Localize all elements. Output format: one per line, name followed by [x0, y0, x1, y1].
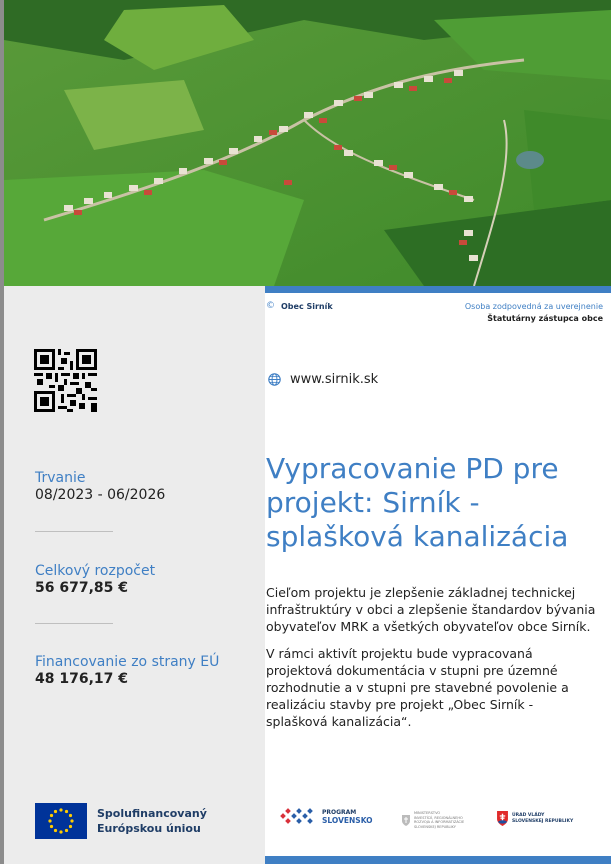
program-line-2: SLOVENSKO — [322, 816, 373, 825]
duration-value: 08/2023 - 06/2026 — [35, 487, 166, 503]
program-slovensko-text — [322, 809, 373, 825]
eu-funding-label: Financovanie zo strany EÚ — [35, 654, 220, 670]
copyright-line — [266, 301, 333, 311]
bottom-accent-bar — [265, 856, 611, 864]
globe-icon — [268, 373, 281, 386]
header-photo — [4, 0, 611, 286]
program-line-1: PROGRAM — [322, 809, 357, 816]
qr-code[interactable] — [34, 349, 97, 412]
project-title: Vypracovanie PD pre projekt: Sirník - splašková kanalizácia — [266, 452, 569, 553]
divider — [35, 623, 113, 624]
budget-label: Celkový rozpočet — [35, 563, 156, 579]
project-paragraph-2: V rámci aktivít projektu bude vypracovaná projektová dokumentácia v stupni pre územné rozhodnutie a v stupni pre stavebné povolenie a realizáciu stavby pre projekt „Obec Sirník - splašková kanalizácia“. — [266, 646, 569, 729]
eu-text-line-1: Spolufinancovaný — [97, 807, 207, 820]
responsible-label: Osoba zodpovedná za uverejnenie — [464, 302, 603, 311]
ministry-line-4: SLOVENSKEJ REPUBLIKY — [414, 824, 456, 829]
ministry-line-1: MINISTERSTVO — [414, 811, 441, 815]
ministry-text — [414, 811, 478, 829]
duration-label: Trvanie — [35, 470, 86, 486]
responsible-person — [465, 301, 603, 325]
ministry-line-2: INVESTÍCIÍ, REGIONÁLNEHO — [414, 815, 463, 820]
copyright-icon: © — [266, 301, 275, 311]
ministry-logo — [402, 811, 478, 829]
duration-block — [35, 470, 165, 504]
government-office-text — [512, 813, 573, 824]
budget-value: 56 677,85 € — [35, 580, 128, 596]
copyright-owner: Obec Sirník — [281, 301, 333, 311]
village-aerial-image — [4, 0, 611, 286]
website-url[interactable]: www.sirnik.sk — [290, 372, 379, 387]
eu-funding-value: 48 176,17 € — [35, 671, 128, 687]
website-link[interactable] — [268, 372, 378, 387]
divider — [35, 531, 113, 532]
slovak-coat-of-arms-icon — [402, 815, 410, 826]
top-accent-bar — [265, 286, 611, 293]
project-paragraph-1: Cieľom projektu je zlepšenie základnej technickej infraštruktúry v obci a zlepšenie štandardov bývania obyvateľov MRK a všetkých obyvateľov obce Sirník. — [266, 585, 596, 634]
ministry-line-3: ROZVOJA A INFORMATIZÁCIE — [414, 820, 465, 824]
eu-text-line-2: Európskou úniou — [97, 822, 201, 835]
gov-line-1: ÚRAD VLÁDY — [512, 813, 545, 818]
government-office-logo — [497, 811, 573, 826]
eu-funding-block — [35, 654, 219, 688]
eu-flag-icon — [35, 803, 87, 839]
program-slovensko-icon — [280, 806, 318, 828]
gov-line-2: SLOVENSKEJ REPUBLIKY — [512, 818, 574, 824]
responsible-name: Štatutárny zástupca obce — [487, 314, 603, 323]
eu-cofinanced-text — [97, 806, 207, 836]
program-slovensko-logo — [280, 806, 373, 828]
slovak-coat-of-arms-icon — [497, 811, 508, 826]
eu-cofinanced-logo — [35, 803, 207, 839]
budget-block — [35, 563, 155, 597]
